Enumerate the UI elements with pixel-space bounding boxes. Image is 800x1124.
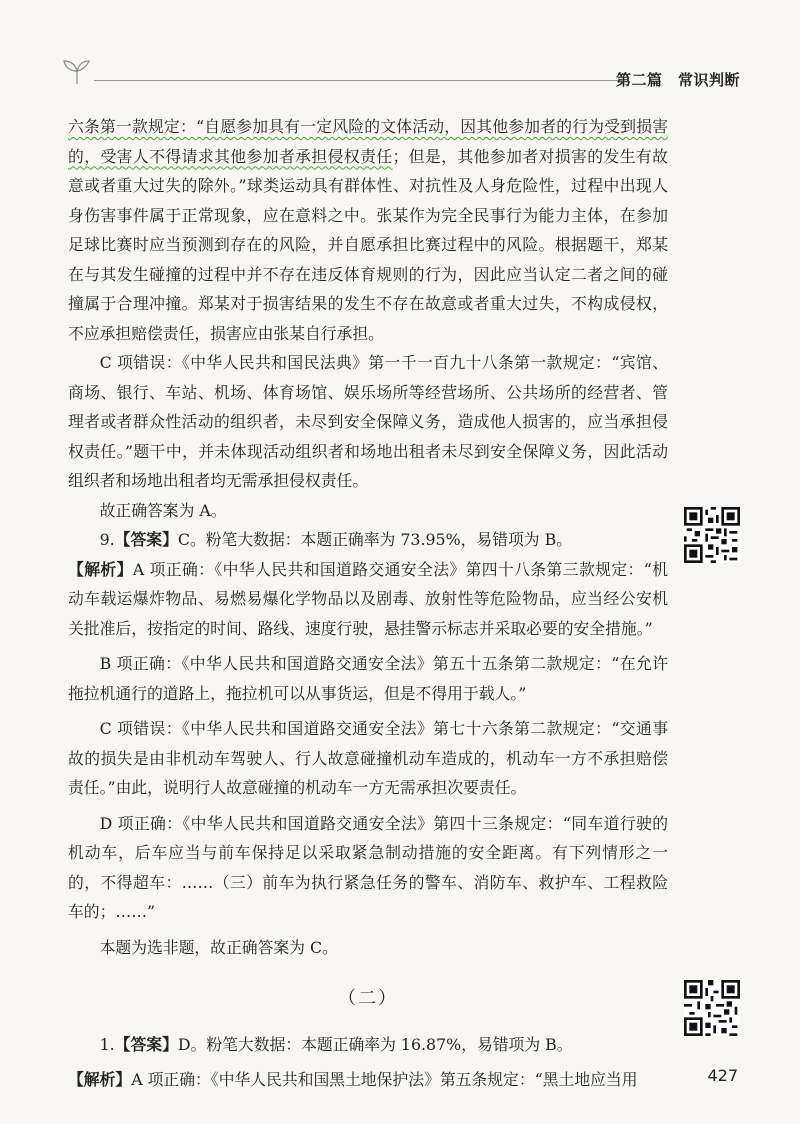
answer-text: C。粉笔大数据：本题正确率为 73.95%，易错项为 B。 <box>177 530 572 549</box>
paragraph: B 项正确：《中华人民共和国道路交通安全法》第五十五条第二款规定：“在允许拖拉机通行的道路上，拖拉机可以从事货运，但是不得用于载人。” <box>68 654 668 703</box>
answer-label: 【答案】 <box>114 1034 178 1054</box>
page-header <box>60 58 740 98</box>
qr-code-icon[interactable] <box>684 980 740 1036</box>
paragraph: C 项错误：《中华人民共和国民法典》第一千一百九十八条第一款规定：“宾馆、商场、银行、车站、机场、体育场馆、娱乐场所等经营场所、公共场所的经营者、管理者或者群众性活动的组织者，未尽到安全保障义务，造成他人损害的，应当承担侵权责任。”题干中，并未体现活动组织者和场地出租者未尽到安全保障义务，因此活动组织者和场地出租者均无需承担侵权责任。 <box>68 353 668 490</box>
answer-text: D。粉笔大数据：本题正确率为 16.87%，易错项为 B。 <box>177 1034 573 1054</box>
question-number: 9. <box>99 530 115 549</box>
page-body <box>68 112 668 1095</box>
answer-label: 【答案】 <box>114 530 178 549</box>
paragraph <box>68 112 668 348</box>
answer-line <box>68 1030 668 1060</box>
question-number: 1. <box>99 1034 115 1054</box>
header-rule <box>94 80 622 81</box>
section-heading: （二） <box>338 988 398 1009</box>
analysis-label: 【解析】 <box>68 559 133 579</box>
analysis-label: 【解析】 <box>68 1070 132 1089</box>
underlined-quote: 六条第一款规定：“自愿参加具有一定风险的文体活动，因其他参加者的行为受到损害的，受害人不得请求其他参加者承担侵权责任 <box>68 117 668 166</box>
section-title: 第二篇 常识判断 <box>615 71 740 89</box>
qr-code-icon[interactable] <box>684 507 740 563</box>
analysis-text: A 项正确：《中华人民共和国道路交通安全法》第四十八条第三款规定：“机动车载运爆炸物品、易燃易爆化学物品以及剧毒、放射性等危险物品，应当经公安机关批准后，按指定的时间、路线、速度行驶，悬挂警示标志并采取必要的安全措施。” <box>68 559 668 638</box>
answer-line <box>68 525 668 555</box>
paragraph: 故正确答案为 A。 <box>99 500 227 520</box>
sprout-icon <box>60 58 94 86</box>
paragraph: C 项错误：《中华人民共和国道路交通安全法》第七十六条第二款规定：“交通事故的损失是由非机动车驾驶人、行人故意碰撞机动车造成的，机动车一方不承担赔偿责任。”由此，说明行人故意碰撞的机动车一方无需承担次要责任。 <box>68 719 668 797</box>
page-number: 427 <box>707 1066 738 1085</box>
analysis-paragraph <box>68 555 668 644</box>
paragraph: 本题为选非题，故正确答案为 C。 <box>99 937 338 957</box>
paragraph: D 项正确：《中华人民共和国道路交通安全法》第四十三条规定：“同车道行驶的机动车，后车应当与前车保持足以采取紧急制动措施的安全距离。有下列情形之一的，不得超车：……（三）前车为执行紧急任务的警车、消防车、救护车、工程救险车的；……” <box>68 813 668 921</box>
analysis-text: A 项正确：《中华人民共和国黑土地保护法》第五条规定：“黑土地应当用 <box>131 1070 638 1089</box>
analysis-paragraph <box>68 1065 668 1095</box>
paragraph-text: ；但是，其他参加者对损害的发生有故意或者重大过失的除外。”球类运动具有群体性、对抗性及人身危险性，过程中出现人身伤害事件属于正常现象，应在意料之中。张某作为完全民事行为能力主体，在参加足球比赛时应当预测到存在的风险，并自愿承担比赛过程中的风险。根据题干，郑某在与其发生碰撞的过程中并不存在违反体育规则的行为，因此应当认定二者之间的碰撞属于合理冲撞。郑某对于损害结果的发生不存在故意或者重大过失，不构成侵权，不应承担赔偿责任，损害应由张某自行承担。 <box>68 146 668 343</box>
